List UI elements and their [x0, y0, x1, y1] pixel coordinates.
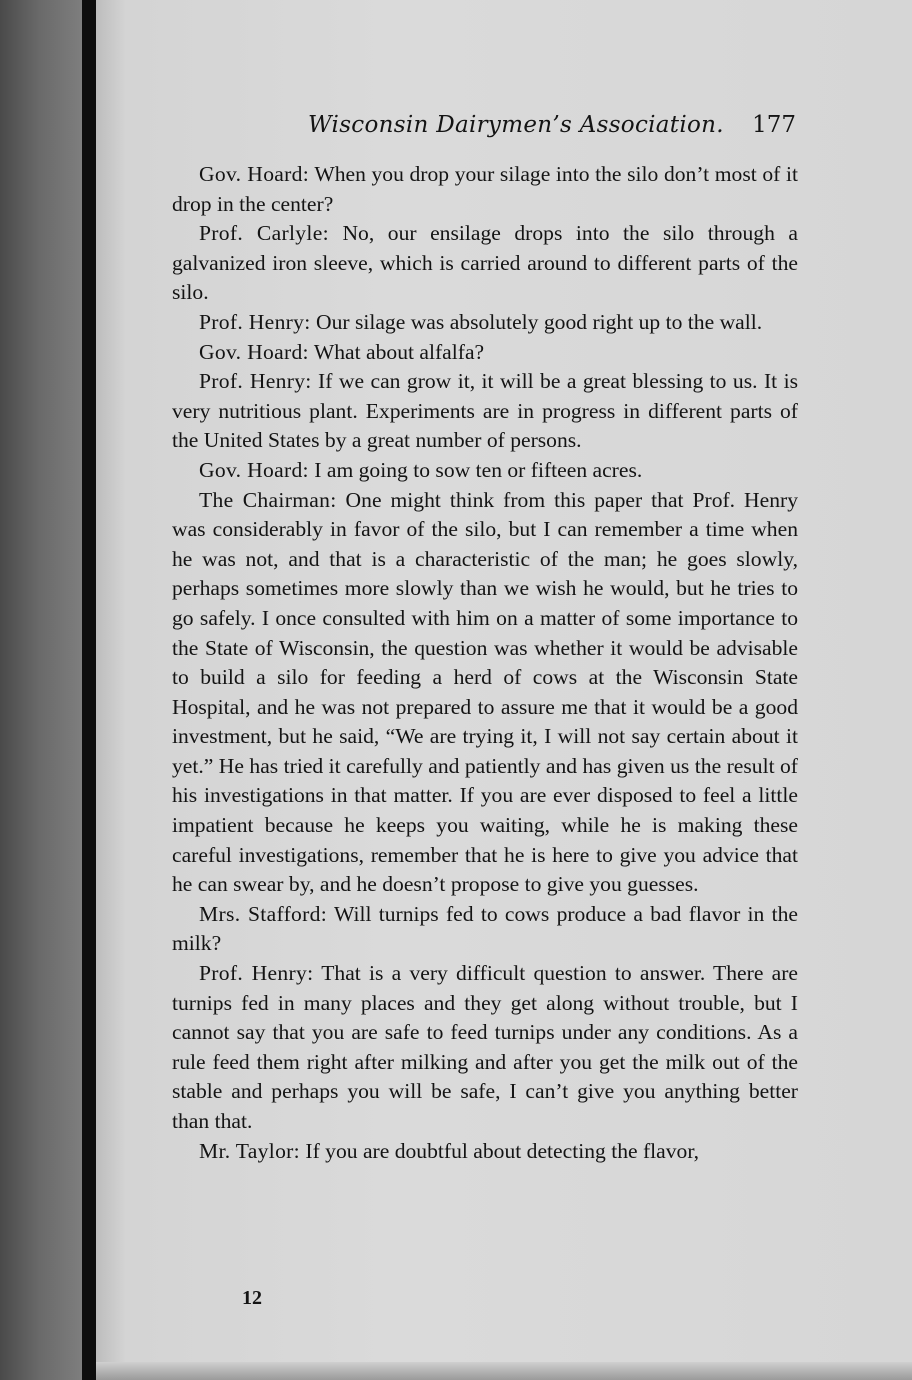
speaker: Prof. Carlyle:: [199, 221, 329, 246]
speaker: Mr. Taylor:: [199, 1138, 300, 1163]
paragraph: [172, 338, 798, 368]
paragraph: [172, 160, 798, 219]
paragraph-text: Will turnips fed to cows produce a bad flavor in the milk?: [172, 901, 798, 956]
paragraph: [172, 308, 798, 338]
speaker: Prof. Henry:: [199, 961, 314, 986]
paragraph-text: I am going to sow ten or fifteen acres.: [314, 457, 643, 482]
paragraph-text: If we can grow it, it will be a great blessing to us. It is very nutritious plant. Experiments are in progress in different parts of the United States by a great number of persons.: [172, 369, 798, 453]
paragraph-text: When you drop your silage into the silo don’t most of it drop in the center?: [172, 162, 798, 216]
speaker: Gov. Hoard:: [199, 457, 309, 482]
speaker: Mrs. Stafford:: [199, 901, 328, 926]
page-header: [300, 112, 796, 146]
speaker: Gov. Hoard:: [199, 339, 309, 364]
paragraph: [172, 900, 798, 959]
paragraph-text: One might think from this paper that Prof. Henry was considerably in favor of the silo, but I can remember a time when he was not, and that is a characteristic of the man; he goes slowly, perhaps sometimes more slowly than we wish he would, but he tries to go safely. I once consulted with him on a matter of some importance to the State of Wisconsin, the question was whether it would be advisable to build a silo for feeding a herd of cows at the Wisconsin State Hospital, and he was not prepared to assure me that it would be a good investment, but he said, “We are trying it, I will not say certain about it yet.” He has tried it carefully and patiently and has given us the result of his investigations in that matter. If you are ever disposed to feel a little impatient because he keeps you waiting, while he is making these careful investigations, remember that he is here to give you advice that he can swear by, and he doesn’t propose to give you guesses.: [172, 487, 798, 897]
speaker: Prof. Henry:: [199, 369, 312, 394]
paragraph-text: Our silage was absolutely good right up to the wall.: [315, 309, 763, 334]
paragraph: [172, 1137, 798, 1167]
paragraph: [172, 959, 798, 1137]
signature-mark: 12: [242, 1287, 262, 1309]
running-head: Wisconsin Dairymen’s Association.: [308, 112, 724, 138]
page-bottom-edge: [96, 1362, 912, 1380]
body-text: [172, 160, 798, 1166]
paragraph: [172, 456, 798, 486]
paragraph: [172, 486, 798, 900]
paragraph-text: If you are doubtful about detecting the flavor,: [305, 1138, 700, 1163]
page-number: 177: [752, 112, 796, 138]
speaker: Gov. Hoard:: [199, 162, 310, 186]
speaker: Prof. Henry:: [199, 309, 311, 334]
paragraph: [172, 219, 798, 308]
left-page-edge: [0, 0, 82, 1380]
paragraph: [172, 367, 798, 456]
paragraph-text: No, our ensilage drops into the silo through a galvanized iron sleeve, which is carried around to different parts of the silo.: [172, 221, 798, 305]
book-spine: [82, 0, 96, 1380]
paragraph-text: That is a very difficult question to answer. There are turnips fed in many places and they get along without trouble, but I cannot say that you are safe to feed turnips under any conditions. As a rule feed them right after milking and after you get the milk out of the stable and perhaps you will be safe, I can’t give you anything better than that.: [172, 961, 798, 1133]
speaker: The Chairman:: [199, 487, 337, 512]
paragraph-text: What about alfalfa?: [313, 339, 485, 364]
